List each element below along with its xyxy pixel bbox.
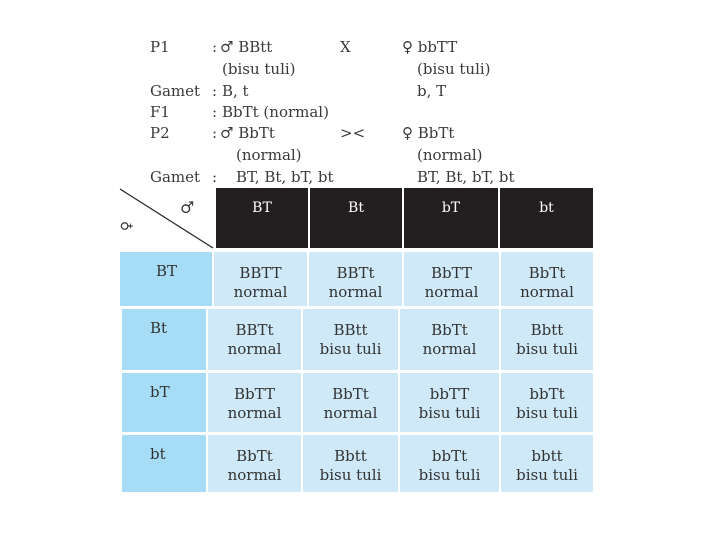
cell-phenotype: normal	[422, 340, 477, 358]
row-header-bt	[122, 435, 206, 492]
f1-value: BbTt (normal)	[222, 103, 329, 121]
cell-genotype: Bbtt	[334, 447, 367, 465]
cell-phenotype: normal	[233, 283, 288, 301]
gamet2-colon: :	[212, 168, 218, 186]
cell-genotype: BBTt	[336, 264, 375, 282]
cell-phenotype: bisu tuli	[418, 404, 481, 422]
column-header-bt: bt	[500, 188, 593, 248]
gamet1-female: b, T	[417, 82, 447, 100]
f1-colon: :	[212, 103, 218, 121]
cell-phenotype: normal	[323, 404, 378, 422]
p1-cross-symbol: X	[340, 38, 351, 56]
punnett-corner	[118, 188, 214, 250]
cell-phenotype: normal	[328, 283, 383, 301]
p2-female-genotype: ♀ BbTt	[402, 124, 455, 142]
cell-phenotype: bisu tuli	[516, 340, 578, 358]
cell-phenotype: bisu tuli	[319, 340, 382, 358]
p2-male-phenotype: (normal)	[236, 146, 302, 164]
punnett-cell	[303, 309, 398, 370]
gamet1-colon: :	[212, 82, 218, 100]
gamet1-label: Gamet	[150, 82, 201, 100]
cell-genotype: BBtt	[333, 321, 368, 339]
p2-male-genotype: ♂ BbTt	[220, 124, 275, 142]
punnett-cell	[208, 435, 301, 492]
cell-genotype: BbTT	[431, 264, 472, 282]
p1-colon: :	[212, 38, 218, 56]
row-header-BT	[120, 252, 212, 306]
cell-phenotype: normal	[227, 404, 282, 422]
punnett-cell	[303, 435, 398, 492]
p1-male-genotype: ♂ BBtt	[220, 38, 273, 56]
p2-female-phenotype: (normal)	[417, 146, 483, 164]
cell-genotype: BBTt	[235, 321, 274, 339]
cell-genotype: BbTt	[528, 264, 566, 282]
p1-male-phenotype: (bisu tuli)	[222, 60, 296, 78]
punnett-cell	[309, 252, 402, 306]
gamet2-female: BT, Bt, bT, bt	[417, 168, 515, 186]
punnett-cell	[214, 252, 307, 306]
cell-phenotype: bisu tuli	[516, 404, 578, 422]
cell-genotype: BbTt	[332, 385, 369, 403]
punnett-cell	[404, 252, 499, 306]
corner-female-symbol: ♀	[119, 220, 136, 232]
cell-phenotype: normal	[424, 283, 479, 301]
row-header-label: BT	[156, 262, 178, 280]
p2-label: P2	[150, 124, 170, 142]
p1-label: P1	[150, 38, 170, 56]
cell-genotype: Bbtt	[530, 321, 564, 339]
punnett-cell	[400, 373, 499, 432]
p1-female-phenotype: (bisu tuli)	[417, 60, 491, 78]
column-header-BT: BT	[216, 188, 308, 248]
row-header-label: Bt	[150, 319, 168, 337]
gamet2-male: BT, Bt, bT, bt	[236, 168, 334, 186]
cell-genotype: BBTT	[239, 264, 282, 282]
gamet2-label: Gamet	[150, 168, 201, 186]
cell-genotype: BbTT	[234, 385, 275, 403]
cell-genotype: BbTt	[431, 321, 468, 339]
punnett-cell	[501, 252, 593, 306]
cell-phenotype: normal	[227, 466, 282, 484]
row-header-label: bT	[150, 383, 170, 401]
punnett-cell	[303, 373, 398, 432]
cell-phenotype: bisu tuli	[516, 466, 578, 484]
cell-phenotype: bisu tuli	[418, 466, 481, 484]
punnett-cell	[400, 435, 499, 492]
p1-female-genotype: ♀ bbTT	[402, 38, 458, 56]
p2-cross-symbol: ><	[340, 124, 366, 142]
cell-genotype: bbTt	[529, 385, 565, 403]
column-header-Bt: Bt	[310, 188, 402, 248]
gamet1-male: B, t	[222, 82, 249, 100]
column-header-bT: bT	[404, 188, 498, 248]
cell-phenotype: normal	[227, 340, 282, 358]
punnett-cell	[208, 309, 301, 370]
cell-phenotype: normal	[520, 283, 574, 301]
cell-genotype: BbTt	[236, 447, 273, 465]
punnett-cell	[208, 373, 301, 432]
punnett-cell	[400, 309, 499, 370]
row-header-label: bt	[150, 445, 166, 463]
cell-genotype: bbtt	[531, 447, 563, 465]
row-header-bT	[122, 373, 206, 432]
cell-phenotype: bisu tuli	[319, 466, 382, 484]
corner-diagonal	[118, 188, 214, 250]
cell-genotype: bbTt	[431, 447, 468, 465]
punnett-cell	[501, 435, 593, 492]
p2-colon: :	[212, 124, 218, 142]
punnett-cell	[501, 309, 593, 370]
f1-label: F1	[150, 103, 170, 121]
punnett-cell	[501, 373, 593, 432]
row-header-Bt	[122, 309, 206, 370]
cell-genotype: bbTT	[429, 385, 470, 403]
corner-male-symbol: ♂	[180, 198, 195, 217]
